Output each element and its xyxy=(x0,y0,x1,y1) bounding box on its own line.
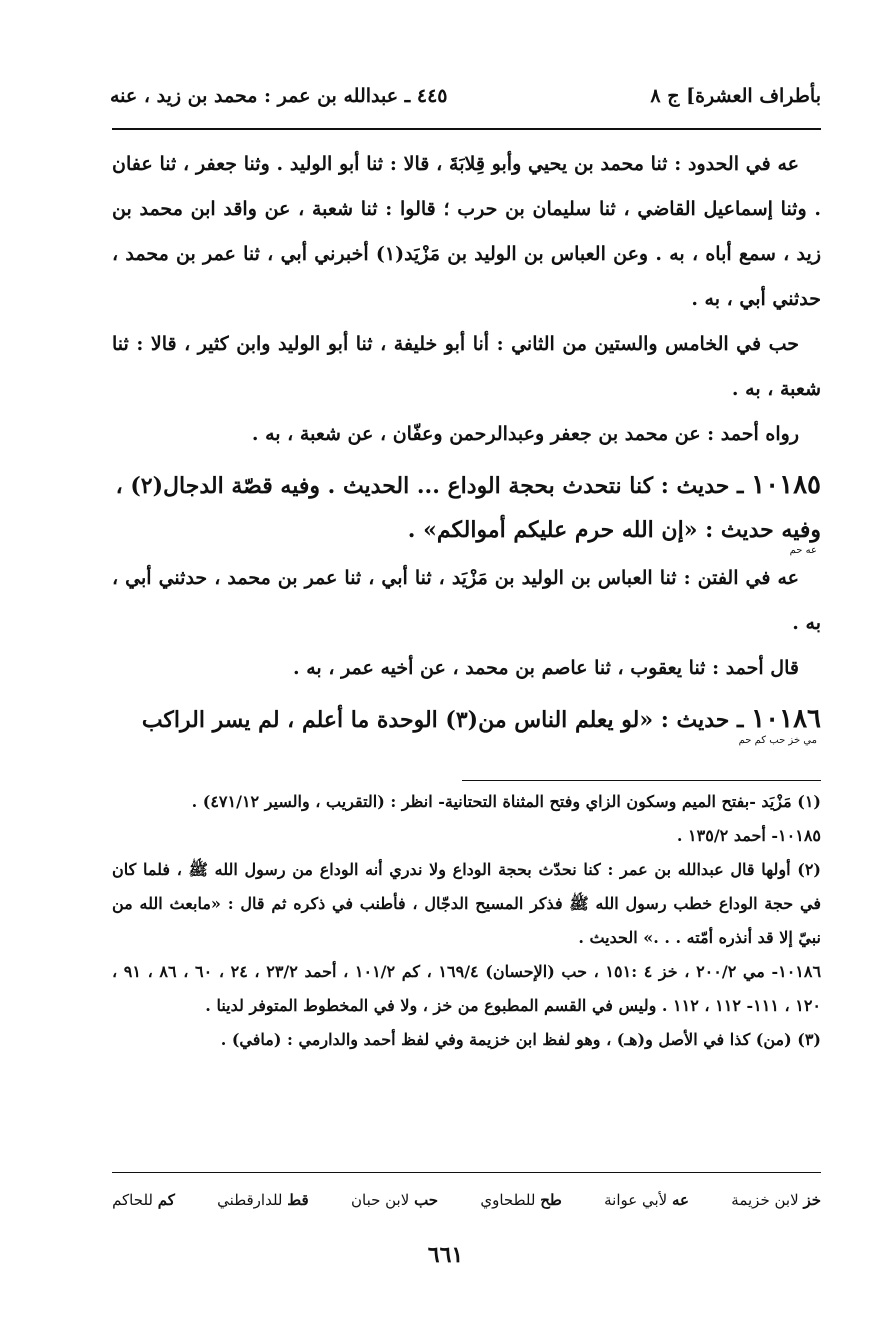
header-section-title: ٤٤٥ ـ عبدالله بن عمر : محمد بن زيد ، عنه xyxy=(110,85,448,107)
paragraph-5: قال أحمد : ثنا يعقوب ، ثنا عاصم بن محمد ، عن أخيه عمر ، به . xyxy=(293,657,799,679)
footnotes xyxy=(112,785,821,1057)
hadith-10185-heading xyxy=(112,463,821,556)
paragraph-3: رواه أحمد : عن محمد بن جعفر وعبدالرحمن وعفّان ، عن شعبة ، به . xyxy=(251,423,799,445)
hadith-text: ـ حديث : «لو يعلم الناس من(٣) الوحدة ما أعلم ، لم يسر الراكب xyxy=(141,707,744,733)
footnote-rule xyxy=(462,780,821,781)
footnote-1: (١) مَزْيَد -بفتح الميم وسكون الزاي وفتح المثناة التحتانية- انظر : (التقريب ، والسير ٤٧١/١٢) . xyxy=(191,792,821,811)
paragraph-1: عه في الحدود : ثنا محمد بن يحيي وأبو قِلابَةَ ، قالا : ثنا أبو الوليد . وثنا جعفر ، ثنا عفان . وثنا إسماعيل القاضي ، ثنا سليمان بن حرب ؛ قالوا : ثنا شعبة ، عن واقد ابن محمد بن زيد ، سمع أباه ، به . وعن العباس بن الوليد بن مَزْيَد(١) أخبرني أبي ، ثنا عمر بن محمد ، حدثني أبي ، به . xyxy=(112,153,821,310)
abbrev-item: قط للدارقطني xyxy=(217,1191,309,1209)
hadith-10186-heading xyxy=(112,697,821,746)
abbrev-item: طح للطحاوي xyxy=(480,1191,562,1209)
running-header xyxy=(110,76,821,116)
abbrev-item: كم للحاكم xyxy=(112,1191,175,1209)
abbreviations-rule xyxy=(112,1172,821,1173)
main-text xyxy=(112,142,821,746)
header-rule xyxy=(112,128,821,130)
footnote-ref-10185: ١٠١٨٥- أحمد ١٣٥/٢ . xyxy=(676,826,821,845)
header-volume-title: بأطراف العشرة] ج ٨ xyxy=(650,85,821,107)
hadith-number: ١٠١٨٥ xyxy=(751,470,821,500)
abbrev-item: خز لابن خزيمة xyxy=(731,1191,821,1209)
abbrev-item: حب لابن حبان xyxy=(350,1191,439,1209)
hadith-text: ـ حديث : كنا نتحدث بحجة الوداع ... الحديث . وفيه قصّة الدجال(٢) ، وفيه حديث : «إن الله حرم عليكم أموالكم» . xyxy=(115,473,821,543)
page-number: ٦٦١ xyxy=(427,1242,464,1268)
paragraph-4: عه في الفتن : ثنا العباس بن الوليد بن مَزْيَد ، ثنا أبي ، ثنا عمر بن محمد ، حدثني أبي ، به . xyxy=(112,567,821,634)
hadith-sigla: مي خز حب كم حم xyxy=(738,735,817,746)
abbreviations-key xyxy=(112,1183,821,1217)
footnote-3: (٣) (من) كذا في الأصل و(هـ) ، وهو لفظ ابن خزيمة وفي لفظ أحمد والدارمي : (مافي) . xyxy=(220,1030,821,1049)
hadith-number: ١٠١٨٦ xyxy=(751,704,821,734)
footnote-2: (٢) أولها قال عبدالله بن عمر : كنا نحدّث بحجة الوداع ولا ندري أنه الوداع من رسول الله ﷺ ، فلما كان في حجة الوداع خطب رسول الله ﷺ فذكر المسيح الدجّال ، فأطنب في ذكره ثم قال : «مابعث الله من نبيّ إلا قد أنذره أمّته . . .» الحديث . xyxy=(112,860,821,947)
hadith-sigla: عه حم xyxy=(789,545,817,556)
paragraph-2: حب في الخامس والستين من الثاني : أنا أبو خليفة ، ثنا أبو الوليد وابن كثير ، قالا : ثنا شعبة ، به . xyxy=(112,333,821,400)
abbrev-item: عه لأبي عوانة xyxy=(604,1191,690,1209)
footnote-ref-10186: ١٠١٨٦- مي ٢٠٠/٢ ، خز ٤ :١٥١ ، حب (الإحسان) ١٦٩/٤ ، كم ١٠١/٢ ، أحمد ٢٣/٢ ، ٢٤ ، ٦٠ ، ٨٦ ، ٩١ ، ١٢٠ ، ١١١- ١١٢ ، ١١٢ . وليس في القسم المطبوع من خز ، ولا في المخطوط المتوفر لدينا . xyxy=(112,962,822,1015)
